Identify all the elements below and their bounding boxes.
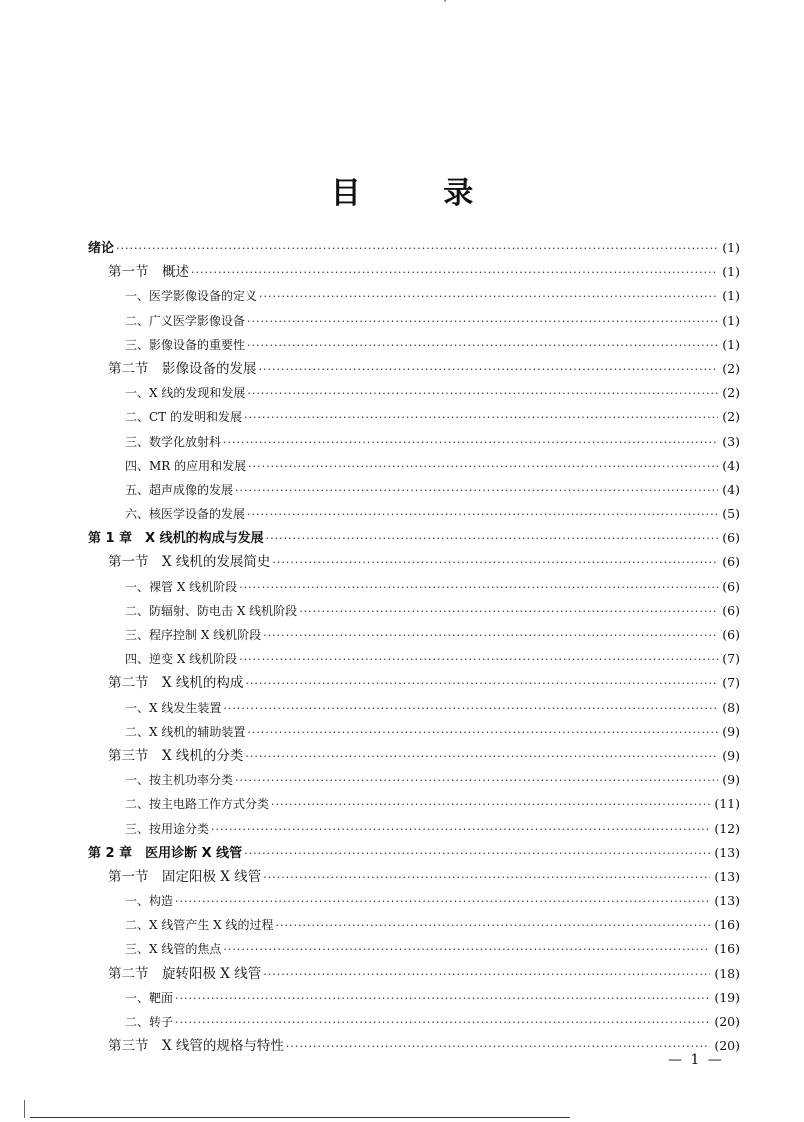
- dot-leader: [266, 527, 719, 551]
- toc-subsection-row[interactable]: [88, 647, 740, 671]
- dot-leader: [263, 624, 718, 648]
- dot-leader: [245, 672, 718, 696]
- toc-section-row[interactable]: [88, 962, 740, 986]
- toc-section-row[interactable]: [88, 550, 740, 574]
- toc-subsection-row[interactable]: [88, 599, 740, 623]
- dot-leader: [245, 745, 718, 769]
- dot-leader: [247, 503, 718, 527]
- toc-subsection-row[interactable]: [88, 623, 740, 647]
- toc-entry-title: 三、程序控制 X 线机阶段: [125, 628, 262, 642]
- toc-subsection-row[interactable]: [88, 696, 740, 720]
- toc-entry-title: 六、核医学设备的发展: [125, 507, 246, 522]
- toc-entry-title: 二、防辐射、防电击 X 线机阶段: [125, 603, 298, 618]
- dot-leader: [276, 914, 711, 938]
- toc-entry-title: 第二节 X 线机的构成: [108, 675, 244, 692]
- toc-subsection-row[interactable]: [88, 405, 740, 429]
- toc-subsection-row[interactable]: [88, 284, 740, 308]
- toc-subsection-row[interactable]: [88, 1010, 740, 1034]
- toc-entry-page: (6): [722, 602, 740, 618]
- toc-entry-page: (6): [722, 578, 740, 594]
- toc-entry-title: 第 1 章 X 线机的构成与发展: [88, 531, 264, 547]
- toc-entry-page: (20): [714, 1014, 740, 1029]
- toc-section-row[interactable]: [88, 357, 740, 381]
- toc-entry-page: (4): [722, 457, 740, 473]
- toc-entry-title: 二、CT 的发明和发展: [125, 410, 243, 425]
- toc-entry-page: (13): [714, 893, 740, 909]
- toc-subsection-row[interactable]: [88, 575, 740, 599]
- toc-subsection-row[interactable]: [88, 502, 740, 526]
- dot-leader: [175, 890, 710, 914]
- dot-leader: [239, 576, 718, 600]
- toc-chapter-row[interactable]: [88, 841, 740, 865]
- toc-entry-page: (18): [714, 965, 740, 981]
- toc-subsection-row[interactable]: [88, 720, 740, 744]
- toc-entry-title: 第一节 X 线机的发展简史: [108, 554, 271, 571]
- toc-entry-title: 一、X 线的发现和发展: [125, 386, 246, 401]
- toc-subsection-row[interactable]: [88, 986, 740, 1010]
- dot-leader: [239, 648, 718, 672]
- table-of-contents: [88, 236, 740, 1058]
- dot-leader: [247, 382, 718, 406]
- toc-subsection-row[interactable]: [88, 454, 740, 478]
- dot-leader: [247, 334, 718, 358]
- toc-subsection-row[interactable]: [88, 478, 740, 502]
- dot-leader: [263, 866, 710, 890]
- toc-entry-title: 一、裸管 X 线机阶段: [125, 579, 238, 594]
- dot-leader: [223, 938, 710, 962]
- dot-leader: [259, 358, 719, 382]
- dot-leader: [244, 406, 718, 430]
- toc-entry-page: (1): [722, 240, 740, 255]
- toc-entry-page: (2): [722, 409, 740, 425]
- dot-leader: [286, 1035, 710, 1059]
- toc-entry-title: 二、广义医学影像设备: [125, 313, 246, 328]
- toc-entry-title: 绪论: [88, 241, 115, 256]
- toc-entry-page: (19): [714, 989, 740, 1005]
- toc-entry-page: (7): [722, 651, 740, 667]
- toc-entry-title: 二、X 线管产生 X 线的过程: [125, 918, 274, 933]
- dot-leader: [244, 842, 710, 866]
- toc-entry-title: 四、逆变 X 线机阶段: [125, 652, 238, 667]
- toc-entry-title: 三、数学化放射科: [125, 434, 222, 449]
- toc-subsection-row[interactable]: [88, 937, 740, 961]
- toc-subsection-row[interactable]: [88, 430, 740, 454]
- toc-entry-page: (16): [714, 941, 740, 957]
- toc-entry-title: 第三节 X 线机的分类: [108, 747, 244, 764]
- toc-entry-page: (2): [722, 385, 740, 401]
- dot-leader: [271, 793, 710, 817]
- toc-entry-page: (9): [722, 723, 740, 739]
- toc-entry-title: 三、影像设备的重要性: [125, 337, 246, 352]
- toc-entry-title: 一、构造: [125, 894, 174, 909]
- toc-section-row[interactable]: [88, 260, 740, 284]
- toc-entry-page: (6): [722, 530, 740, 546]
- toc-entry-title: 第一节 概述: [108, 264, 189, 281]
- toc-subsection-row[interactable]: [88, 309, 740, 333]
- toc-chapter-row[interactable]: [88, 236, 740, 260]
- dot-leader: [248, 455, 718, 479]
- dot-leader: [235, 479, 718, 503]
- toc-entry-page: (11): [714, 796, 740, 812]
- toc-entry-page: (3): [722, 433, 740, 449]
- toc-entry-page: (5): [722, 506, 740, 522]
- toc-subsection-row[interactable]: [88, 817, 740, 841]
- dot-leader: [272, 551, 718, 575]
- dot-leader: [247, 721, 718, 745]
- toc-entry-title: 二、转子: [125, 1015, 174, 1029]
- toc-entry-page: (20): [714, 1038, 740, 1054]
- page-top-mark: ˅: [443, 0, 448, 10]
- toc-chapter-row[interactable]: [88, 526, 740, 550]
- toc-entry-title: 第二节 影像设备的发展: [108, 360, 257, 377]
- toc-entry-page: (4): [722, 481, 740, 497]
- page-number: — 1 —: [668, 1052, 724, 1068]
- toc-entry-title: 第 2 章 医用诊断 X 线管: [88, 845, 243, 861]
- dot-leader: [211, 818, 710, 842]
- dot-leader: [116, 237, 718, 261]
- toc-entry-title: 二、按主电路工作方式分类: [125, 797, 270, 812]
- page-title: 目 录: [330, 176, 510, 212]
- toc-entry-title: 第三节 X 线管的规格与特性: [108, 1038, 284, 1055]
- toc-entry-page: (6): [722, 554, 740, 570]
- toc-subsection-row[interactable]: [88, 768, 740, 792]
- dot-leader: [259, 285, 718, 309]
- dot-leader: [299, 600, 718, 624]
- toc-subsection-row[interactable]: [88, 792, 740, 816]
- toc-entry-page: (8): [722, 699, 740, 715]
- toc-subsection-row[interactable]: [88, 381, 740, 405]
- toc-subsection-row[interactable]: [88, 889, 740, 913]
- toc-entry-page: (16): [714, 917, 740, 933]
- dot-leader: [191, 261, 718, 285]
- toc-entry-title: 二、X 线机的辅助装置: [125, 724, 246, 739]
- toc-entry-title: 五、超声成像的发展: [125, 482, 234, 497]
- toc-entry-title: 四、MR 的应用和发展: [125, 458, 247, 473]
- toc-entry-page: (6): [722, 627, 740, 642]
- toc-entry-page: (12): [714, 820, 740, 836]
- dot-leader: [223, 697, 718, 721]
- toc-entry-title: 一、靶面: [125, 990, 174, 1005]
- toc-entry-title: 一、按主机功率分类: [125, 773, 234, 788]
- toc-entry-title: 一、X 线发生装置: [125, 700, 222, 715]
- toc-entry-page: (1): [722, 264, 740, 280]
- toc-entry-page: (1): [722, 336, 740, 352]
- toc-entry-page: (7): [722, 675, 740, 691]
- dot-leader: [235, 769, 718, 793]
- dot-leader: [263, 963, 710, 987]
- toc-entry-page: (13): [714, 844, 740, 860]
- dot-leader: [175, 1011, 710, 1035]
- toc-section-row[interactable]: [88, 865, 740, 889]
- dot-leader: [175, 987, 710, 1011]
- toc-entry-page: (1): [722, 288, 740, 304]
- toc-section-row[interactable]: [88, 671, 740, 695]
- toc-entry-page: (9): [722, 772, 740, 788]
- toc-entry-title: 三、X 线管的焦点: [125, 942, 222, 957]
- toc-entry-title: 第二节 旋转阳极 X 线管: [108, 965, 262, 982]
- toc-entry-page: (9): [722, 747, 740, 763]
- toc-entry-page: (1): [722, 312, 740, 328]
- toc-entry-title: 三、按用途分类: [125, 821, 210, 836]
- toc-entry-title: 一、医学影像设备的定义: [125, 289, 258, 304]
- toc-subsection-row[interactable]: [88, 333, 740, 357]
- dot-leader: [247, 310, 718, 334]
- toc-entry-page: (2): [722, 360, 740, 376]
- toc-section-row[interactable]: [88, 744, 740, 768]
- toc-section-row[interactable]: [88, 1034, 740, 1058]
- dot-leader: [223, 431, 718, 455]
- scan-edge-mark: [24, 1100, 25, 1118]
- toc-entry-page: (13): [714, 868, 740, 884]
- bottom-rule: [30, 1117, 570, 1118]
- toc-subsection-row[interactable]: [88, 913, 740, 937]
- toc-entry-title: 第一节 固定阳极 X 线管: [108, 868, 262, 885]
